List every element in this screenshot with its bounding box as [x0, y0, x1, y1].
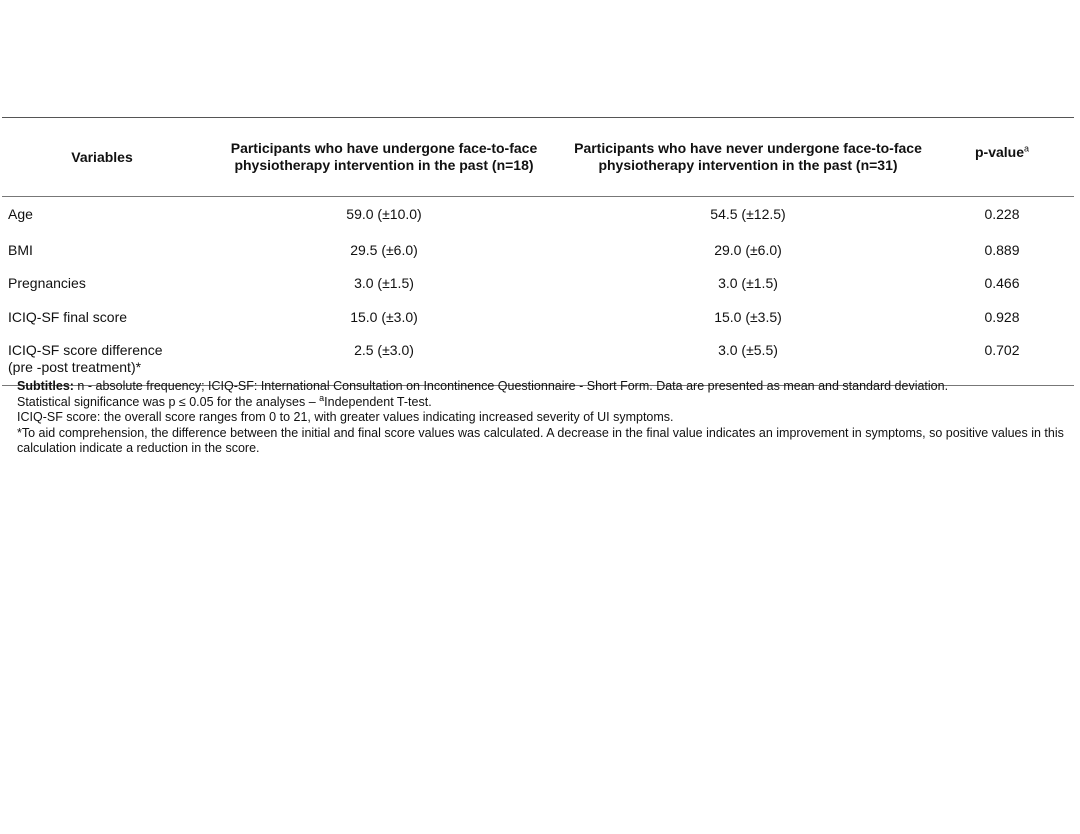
note-subtitles-label: Subtitles: — [17, 379, 74, 393]
cell-group-never: 3.0 (±1.5) — [718, 275, 778, 291]
cell-pvalue: 0.889 — [984, 241, 1020, 258]
cell-group-undergone: 3.0 (±1.5) — [354, 275, 414, 291]
cell-group-undergone: 29.5 (±6.0) — [350, 241, 418, 258]
note-subtitles-text: n - absolute frequency; ICIQ-SF: International Consultation on Incontinence Questionnaire - Short Form. Data are presented as mean and standard deviation. — [73, 379, 949, 393]
note-subtitles — [17, 379, 1072, 395]
table-row — [2, 333, 1074, 385]
header-pvalue — [930, 118, 1074, 197]
cell-group-never: 3.0 (±5.5) — [718, 342, 778, 358]
header-variables: Variables — [71, 148, 133, 165]
table-row — [2, 197, 1074, 233]
table-row — [2, 300, 1074, 334]
cell-pvalue: 0.928 — [984, 308, 1020, 325]
results-table-container — [2, 117, 1074, 386]
table-row — [2, 233, 1074, 267]
cell-pvalue: 0.702 — [984, 342, 1020, 358]
header-group-undergone: Participants who have undergone face-to-face physiotherapy intervention in the past (n=18) — [230, 140, 538, 173]
note-footnote: *To aid comprehension, the difference between the initial and final score values was calculated. A decrease in the final value indicates an improvement in symptoms, so positive values in this calculation indicate a reduction in the score. — [17, 425, 1064, 455]
header-row — [2, 118, 1074, 197]
table-notes — [17, 379, 1072, 457]
header-group-never: Participants who have never undergone face-to-face physiotherapy intervention in the past (n=31) — [574, 140, 922, 173]
results-table — [2, 117, 1074, 386]
cell-pvalue: 0.466 — [984, 275, 1020, 291]
note-score: ICIQ-SF score: the overall score ranges from 0 to 21, with greater values indicating increased severity of UI symptoms. — [17, 410, 674, 424]
note-significance — [17, 392, 1072, 411]
cell-variable-line2: (pre -post treatment)* — [8, 359, 142, 375]
cell-variable — [2, 333, 202, 385]
cell-pvalue: 0.228 — [984, 206, 1020, 222]
header-pvalue-superscript: a — [1024, 142, 1030, 153]
cell-variable: ICIQ-SF final score — [8, 308, 128, 325]
note-significance-text: Statistical significance was p ≤ 0.05 for the analyses – — [17, 394, 320, 409]
cell-group-undergone: 2.5 (±3.0) — [354, 342, 414, 358]
cell-group-undergone: 15.0 (±3.0) — [350, 308, 418, 325]
note-significance-superscript: a — [319, 392, 325, 403]
cell-variable: Age — [8, 206, 33, 222]
table-header — [2, 118, 1074, 197]
cell-variable-line1: ICIQ-SF score difference — [8, 342, 163, 358]
header-pvalue-label: p-value — [974, 143, 1024, 160]
note-significance-test: Independent T-test. — [324, 394, 432, 409]
table-body — [2, 197, 1074, 386]
cell-group-never: 15.0 (±3.5) — [714, 308, 782, 325]
cell-group-never: 54.5 (±12.5) — [710, 206, 786, 222]
cell-group-never: 29.0 (±6.0) — [714, 241, 782, 258]
cell-variable: Pregnancies — [8, 275, 86, 291]
cell-group-undergone: 59.0 (±10.0) — [346, 206, 422, 222]
table-row — [2, 266, 1074, 300]
cell-variable: BMI — [8, 241, 33, 258]
